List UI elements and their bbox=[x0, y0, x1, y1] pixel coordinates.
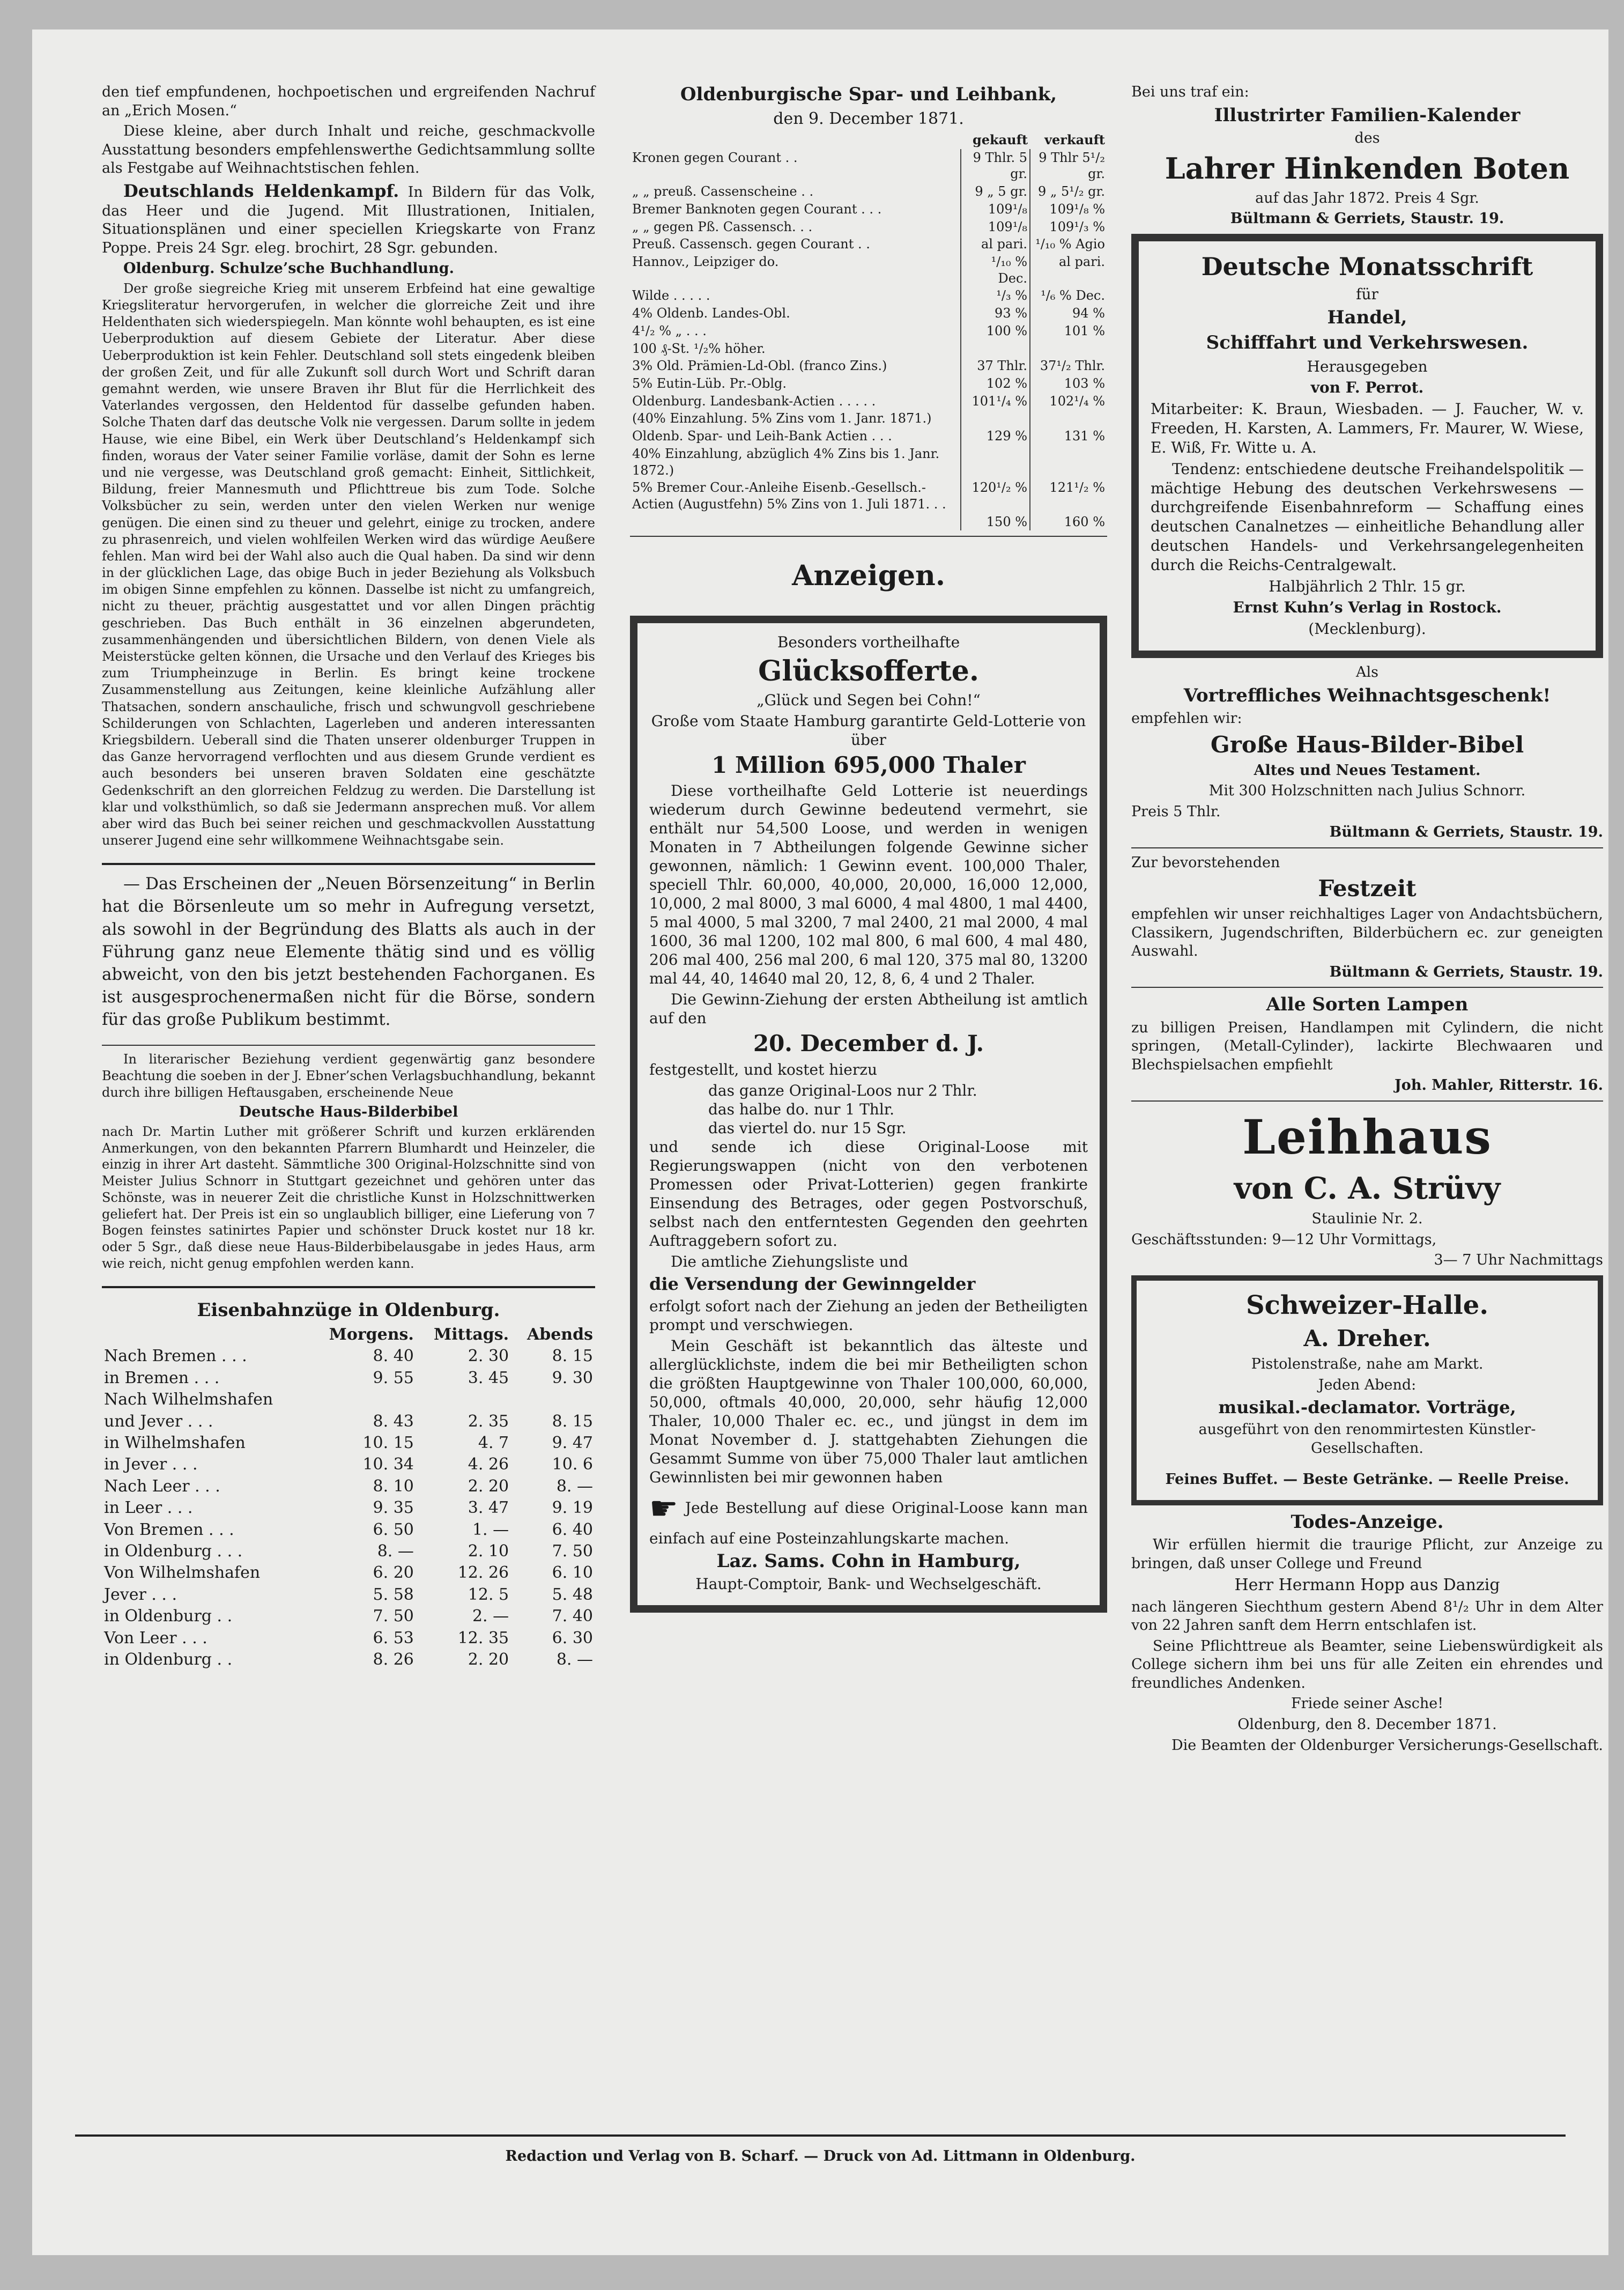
anzeigen-title: Anzeigen. bbox=[792, 559, 945, 593]
table-row bbox=[102, 1411, 595, 1432]
lottery-body-2: Die Gewinn-Ziehung der ersten Abtheilung ist amtlich auf den bbox=[649, 991, 1088, 1028]
table-cell: in Oldenburg . . . bbox=[104, 1541, 243, 1561]
table-row bbox=[630, 513, 1107, 531]
fest-text: empfehlen wir unser reichhaltiges Lager von Andachtsbüchern, Classikern, Jugendschriften, Bilderbüchern ec. zur geneigten Auswahl. bbox=[1131, 905, 1603, 960]
table-cell: „ „ gegen Pß. Cassensch. . . bbox=[632, 219, 813, 234]
table-cell bbox=[961, 410, 1030, 427]
lottery-body-6: erfolgt sofort nach der Ziehung an jeden der Betheiligten prompt und verschwiegen. bbox=[649, 1297, 1088, 1334]
table-cell: al pari. bbox=[961, 235, 1030, 253]
table-row bbox=[630, 201, 1107, 218]
table-cell: Mittags. bbox=[434, 1325, 509, 1345]
kalender-pre: Bei uns traf ein: bbox=[1131, 84, 1249, 100]
rail-title: Eisenbahnzüge in Oldenburg. bbox=[197, 1299, 500, 1321]
sh-addr: Pistolenstraße, nahe am Markt. bbox=[1251, 1356, 1484, 1372]
bank-title: Oldenburgische Spar- und Leihbank, bbox=[680, 84, 1057, 105]
lottery-prices bbox=[649, 1081, 1088, 1137]
table-cell: gekauft bbox=[972, 131, 1028, 147]
table-row bbox=[102, 1628, 595, 1649]
table-cell: Jever . . . bbox=[104, 1585, 177, 1604]
table-cell: 4. 7 bbox=[478, 1433, 509, 1452]
lottery-body-4: und sende ich diese Original-Loose mit Regierungswappen (nicht von den verbotenen Promessen oder Privat-Lotterien) gegen frankirte Einsendung des Betrages, oder gegen Postvorschuß, selbst nach den entferntesten Gegenden den geehrten Auftraggebern sofort zu. bbox=[649, 1137, 1088, 1250]
ms-handel: Handel, bbox=[1327, 306, 1407, 328]
sh-abend: Jeden Abend: bbox=[1318, 1376, 1417, 1393]
mahler: Joh. Mahler, Ritterstr. 16. bbox=[1395, 1077, 1603, 1094]
table-row bbox=[102, 1541, 595, 1562]
divider bbox=[1131, 987, 1603, 988]
table-cell: und Jever . . . bbox=[104, 1412, 213, 1431]
table-cell: Nach Leer . . . bbox=[104, 1476, 220, 1496]
ms-tendenz: Tendenz: entschiedene deutsche Freihandelspolitik — mächtige Hebung des deutschen Verkehrswesens — durchgreifende Eisenbahnreform — Schaffung eines deutschen Canalnetzes — einheitliche Behandlung aller deutschen Handels- und Verkehrsangelegenheiten durch die Reichs-Centralgewalt. bbox=[1151, 460, 1584, 574]
table-row bbox=[102, 1519, 595, 1541]
pointing-hand-icon: ☛ bbox=[649, 1489, 678, 1527]
table-cell bbox=[1030, 410, 1107, 427]
column-left bbox=[102, 83, 595, 1671]
table-row bbox=[630, 235, 1107, 253]
table-cell: 7. 50 bbox=[373, 1607, 414, 1626]
table-cell: in Bremen . . . bbox=[104, 1368, 220, 1387]
bibel-text: nach Dr. Martin Luther mit größerer Schrift und kurzen erklärenden Anmerkungen, von den bekannten Pfarrern Blumhardt und Heinzeler, die einzig in ihrer Art dasteht. Sämmtliche 300 Original-Holzschnitte sind von Meister Julius Schnorr in Stuttgart gezeichnet und gehören unter das Schönste, was in neuerer Zeit die christliche Kunst in Holzschnittwerken geliefert hat. Der Preis ist ein so unglaublich billiger, eine Lieferung von 7 Bogen feinstes satinirtes Papier und schönster Druck kostet nur 18 kr. oder 5 Sgr., daß diese neue Haus-Bilderbibelausgabe in jedes Haus, arm wie reich, nicht genug empfohlen werden kann. bbox=[102, 1124, 595, 1271]
table-cell: 6. 40 bbox=[552, 1520, 593, 1539]
essay-text: Der große siegreiche Krieg mit unserem Erbfeind hat eine gewaltige Kriegsliteratur hervorgerufen, in welcher die glorreiche Zeit und ihre Heldenthaten sich wiederspiegeln. Man könnte wohl behaupten, es ist eine Ueberproduktion auf diesem Gebiete der Literatur. Aber diese Ueberproduktion ist kein Fehler. Deutschland soll stets eingedenk bleiben der großen Zeit, und für alle Zukunft soll durch Wort und Schrift daran gemahnt werden, wie unsere Braven ihr Blut für die Herrlichkeit des Vaterlandes vergossen, den Heldentod für dasselbe gefunden haben. Solche Thaten darf das deutsche Volk nie vergessen. Darum sollte in jedem Hause, wie eine Bibel, ein Werk über Deutschland’s Heldenkampf sich finden, woraus der Vater seiner Familie vorläse, damit der Sohn es lerne und nie vergesse, was Deutschland groß gemacht: Einheit, Sittlichkeit, Bildung, freier Mannesmuth und Pflichttreue bis zum Tode. Solche Volksbücher zu sein, werden unter den vielen Werken nur wenige genügen. Die einen sind zu theuer und gelehrt, einige zu trocken, andere zu phrasenreich, und vielen wohlfeilen Werken wird das würdige Aeußere fehlen. Man wird bei der Wahl also auch die Qual haben. Da sind wir denn in der glücklichen Lage, das obige Buch in jeder Beziehung als Volksbuch im obigen Sinne empfehlen zu können. Dasselbe ist nicht zu umfangreich, nicht zu theuer, prächtig ausgestattet und vor allen Dingen prächtig geschrieben. Das Buch enthält in 36 einzelnen abgerundeten, zusammenhängenden und übersichtlichen Bildern, von denen Viele als Meisterstücke gelten können, die Ursache und den Verlauf des Krieges bis zum Triumpheinzuge in Berlin. Es bringt keine trockene Zusammenstellung aus Zeitungen, keine kleinliche Aufzählung aller Thatsachen, sondern anschauliche, frisch und schwungvoll geschriebene Schilderungen von Schlachten, Lagerleben und anderen interessanten Kriegsbildern. Ueberall sind die Thaten unserer oldenburger Truppen in das Ganze hervorragend verflochten und aus diesem Grunde verdient es auch besonders bei unseren braven Soldaten eine geschätzte Gedenkschrift an den glorreichen Feldzug zu werden. Die Darstellung ist klar und volksthümlich, so daß sie Jedermann ansprechen muß. Vor allem aber wird das Buch bei seiner reichen und geschmackvollen Ausstattung unserer Jugend eine sehr willkommene Weihnachtsgabe sein. bbox=[102, 280, 595, 848]
todes-4: Friede seiner Asche! bbox=[1291, 1695, 1444, 1712]
table-cell: 2. — bbox=[472, 1607, 509, 1626]
table-cell: in Oldenburg . . bbox=[104, 1607, 233, 1626]
lottery-body-8 bbox=[649, 1489, 1088, 1548]
fest-title: Festzeit bbox=[1318, 875, 1417, 902]
table-cell: 109¹/₃ % bbox=[1030, 218, 1107, 236]
table-cell: in Wilhelmshafen bbox=[104, 1433, 246, 1452]
lottery-body-5b: die Versendung der Gewinngelder bbox=[649, 1273, 976, 1294]
table-cell: 12. 26 bbox=[457, 1563, 509, 1583]
monatsschrift-ad bbox=[1131, 234, 1603, 658]
table-cell bbox=[630, 513, 961, 531]
table-cell: 101 % bbox=[1030, 322, 1107, 340]
price-line: das halbe do. nur 1 Thlr. bbox=[708, 1100, 894, 1118]
table-cell: 8. 15 bbox=[552, 1347, 593, 1366]
divider bbox=[102, 1286, 595, 1288]
table-cell: 3% Old. Prämien-Ld-Obl. (franco Zins.) bbox=[632, 358, 887, 374]
table-cell: 101¹/₄ % bbox=[961, 393, 1030, 410]
table-cell: 4¹/₂ % „ . . . bbox=[632, 323, 707, 338]
table-cell bbox=[511, 1389, 595, 1410]
table-row bbox=[630, 305, 1107, 322]
table-cell: 12. 5 bbox=[468, 1585, 509, 1604]
table-cell: 10. 6 bbox=[552, 1455, 593, 1474]
table-cell: 5% Bremer Cour.-Anleihe Eisenb.-Gesellsch.-Actien (Augustfehn) 5% Zins von 1. Juli 1871. . . bbox=[632, 480, 946, 512]
table-cell: 10. 34 bbox=[362, 1455, 414, 1474]
lottery-body-5: Die amtliche Ziehungsliste und bbox=[671, 1252, 908, 1270]
table-cell: 2. 20 bbox=[468, 1650, 509, 1669]
table-cell: 8. 43 bbox=[373, 1412, 414, 1431]
table-row bbox=[102, 1476, 595, 1497]
table-cell: al pari. bbox=[1030, 253, 1107, 287]
ms-von: von F. Perrot. bbox=[1310, 379, 1424, 397]
table-row bbox=[630, 218, 1107, 236]
staulinie: Staulinie Nr. 2. bbox=[1311, 1210, 1423, 1228]
ms-fuer: für bbox=[1356, 285, 1378, 303]
lottery-signature-2: Haupt-Comptoir, Bank- und Wechselgeschäft. bbox=[695, 1575, 1042, 1593]
table-row bbox=[102, 1389, 595, 1410]
lottery-pre: Besonders vortheilhafte bbox=[777, 633, 960, 651]
table-cell: 8. — bbox=[377, 1541, 414, 1561]
bank-table bbox=[630, 131, 1107, 531]
table-cell: 10. 15 bbox=[362, 1433, 414, 1452]
todes-6: Die Beamten der Oldenburger Versicherungs-Gesellschaft. bbox=[1171, 1737, 1603, 1754]
table-cell: 12. 35 bbox=[457, 1628, 509, 1648]
bibel-title: Deutsche Haus-Bilderbibel bbox=[239, 1103, 458, 1120]
table-cell: 120¹/₂ % bbox=[961, 479, 1030, 513]
ms-hrsg: Herausgegeben bbox=[1307, 357, 1428, 375]
kalender-year: auf das Jahr 1872. Preis 4 Sgr. bbox=[1255, 189, 1479, 206]
table-cell: ¹/₁₀ % Agio bbox=[1030, 235, 1107, 253]
lottery-title: Glücksofferte. bbox=[758, 654, 979, 688]
fest-pre: Zur bevorstehenden bbox=[1131, 854, 1280, 871]
table-cell: 6. 10 bbox=[552, 1563, 593, 1583]
ms-schiff: Schifffahrt und Verkehrswesen. bbox=[1206, 332, 1529, 354]
table-cell: 109¹/₈ bbox=[961, 218, 1030, 236]
testament: Altes und Neues Testament. bbox=[1254, 762, 1481, 779]
table-row bbox=[630, 479, 1107, 513]
bank-date: den 9. December 1871. bbox=[773, 109, 964, 128]
table-cell: 8. 15 bbox=[552, 1412, 593, 1431]
leihhaus-title: Leihhaus bbox=[1242, 1109, 1492, 1165]
todes-3: Seine Pflichttreue als Beamter, seine Liebenswürdigkeit als College sichern ihm bei uns für alle Zeiten ein ehrendes und freundliches Andenken. bbox=[1131, 1637, 1603, 1691]
kalender-des: des bbox=[1354, 130, 1380, 147]
table-cell bbox=[961, 445, 1030, 479]
empf: empfehlen wir: bbox=[1131, 710, 1242, 727]
table-row bbox=[102, 1584, 595, 1606]
table-cell: Nach Wilhelmshafen bbox=[104, 1390, 273, 1409]
column-middle bbox=[630, 83, 1107, 1618]
table-cell: 6. 20 bbox=[373, 1563, 414, 1583]
table-row bbox=[102, 1649, 595, 1671]
geschaeftsstunden-1: Geschäftsstunden: 9—12 Uhr Vormittags, bbox=[1131, 1231, 1437, 1248]
table-cell bbox=[961, 340, 1030, 358]
publisher-3: Bültmann & Gerriets, Staustr. 19. bbox=[1329, 963, 1603, 980]
table-cell: 8. 40 bbox=[373, 1347, 414, 1366]
schweizer-halle-ad bbox=[1131, 1275, 1603, 1505]
table-cell: 109¹/₈ bbox=[961, 201, 1030, 218]
table-cell: 109¹/₈ % bbox=[1030, 201, 1107, 218]
divider bbox=[1131, 1100, 1603, 1102]
table-row bbox=[630, 375, 1107, 393]
table-cell: 8. 26 bbox=[373, 1650, 414, 1669]
table-cell: 150 % bbox=[961, 513, 1030, 531]
table-row bbox=[102, 1606, 595, 1627]
price-line: das viertel do. nur 15 Sgr. bbox=[708, 1119, 907, 1137]
table-cell: Abends bbox=[526, 1325, 593, 1345]
table-cell: ¹/₃ % bbox=[961, 287, 1030, 305]
table-cell: 2. 35 bbox=[468, 1412, 509, 1431]
todes-title: Todes-Anzeige. bbox=[1291, 1511, 1444, 1533]
price-line: das ganze Original-Loos nur 2 Thlr. bbox=[708, 1081, 977, 1099]
table-cell: 1. — bbox=[472, 1520, 509, 1539]
table-cell: 2. 10 bbox=[468, 1541, 509, 1561]
table-cell: Wilde . . . . . bbox=[632, 288, 710, 304]
ms-ort: (Mecklenburg). bbox=[1308, 620, 1426, 638]
rail-header-row bbox=[102, 1324, 595, 1346]
table-cell: 4% Oldenb. Landes-Obl. bbox=[632, 306, 790, 321]
table-row bbox=[630, 287, 1107, 305]
sh-title: Schweizer-Halle. bbox=[1245, 1290, 1489, 1320]
table-cell: Nach Bremen . . . bbox=[104, 1347, 247, 1366]
table-cell: 4. 26 bbox=[468, 1455, 509, 1474]
table-cell: Kronen gegen Courant . . bbox=[632, 150, 798, 165]
lottery-body-8-text: Jede Bestellung auf diese Original-Loose kann man einfach auf eine Posteinzahlungskarte machen. bbox=[649, 1498, 1088, 1547]
bank-header-row bbox=[630, 131, 1107, 149]
kalender-title: Illustrirter Familien-Kalender bbox=[1214, 104, 1521, 126]
table-cell: 9 „ 5¹/₂ gr. bbox=[1030, 183, 1107, 201]
table-cell: 100 % bbox=[961, 322, 1030, 340]
table-cell bbox=[1030, 445, 1107, 479]
table-cell: 8. — bbox=[556, 1650, 593, 1669]
table-cell: 102¹/₄ % bbox=[1030, 393, 1107, 410]
table-cell: 131 % bbox=[1030, 427, 1107, 445]
table-row bbox=[102, 1454, 595, 1475]
table-cell: 9. 55 bbox=[373, 1368, 414, 1387]
geschenk-title: Vortreffliches Weihnachtsgeschenk! bbox=[1183, 684, 1551, 706]
table-cell: Oldenb. Spar- und Leih-Bank Actien . . . bbox=[632, 429, 892, 444]
table-row bbox=[630, 410, 1107, 427]
table-cell: 160 % bbox=[1030, 513, 1107, 531]
kalender-name: Lahrer Hinkenden Boten bbox=[1165, 151, 1570, 186]
sh-ausg: ausgeführt von den renommirtesten Künstler-Gesellschaften. bbox=[1198, 1421, 1536, 1457]
table-cell: 9. 30 bbox=[552, 1368, 593, 1387]
table-row bbox=[102, 1562, 595, 1584]
table-cell: 5. 48 bbox=[552, 1585, 593, 1604]
sh-name: A. Dreher. bbox=[1303, 1325, 1431, 1352]
table-cell: 3. 47 bbox=[468, 1498, 509, 1518]
table-cell: 5% Eutin-Lüb. Pr.-Oblg. bbox=[632, 375, 787, 391]
table-cell: 7. 50 bbox=[552, 1541, 593, 1561]
table-cell: 37 Thlr. bbox=[961, 357, 1030, 375]
table-cell: 103 % bbox=[1030, 375, 1107, 393]
table-cell: 6. 53 bbox=[373, 1628, 414, 1648]
lampen-title: Alle Sorten Lampen bbox=[1266, 994, 1469, 1016]
table-row bbox=[630, 357, 1107, 375]
table-row bbox=[102, 1497, 595, 1519]
table-cell: 102 % bbox=[961, 375, 1030, 393]
shop-line: Oldenburg. Schulze’sche Buchhandlung. bbox=[123, 260, 455, 277]
todes-2: nach längeren Siechthum gestern Abend 8¹/₂ Uhr in dem Alter von 22 Jahren sanft dem Herrn entschlafen ist. bbox=[1131, 1598, 1603, 1634]
table-row bbox=[102, 1368, 595, 1389]
table-cell: 6. 30 bbox=[552, 1628, 593, 1648]
lottery-ad bbox=[630, 616, 1107, 1613]
table-cell: Hannov., Leipziger do. bbox=[632, 254, 779, 269]
bilderbibel-title: Große Haus-Bilder-Bibel bbox=[1210, 731, 1524, 758]
table-cell: 2. 20 bbox=[468, 1476, 509, 1496]
table-cell: 121¹/₂ % bbox=[1030, 479, 1107, 513]
heldenkampf-title: Deutschlands Heldenkampf. bbox=[123, 180, 399, 201]
table-row bbox=[630, 340, 1107, 358]
divider bbox=[102, 1045, 595, 1046]
heldenkampf-text: In Bildern für das Volk, das Heer und die Jugend. Mit Illustrationen, Initialen, Situationsplänen und einer speciellen Kriegskarte von Franz Poppe. Preis 24 Sgr. eleg. brochirt, 28 Sgr. gebunden. bbox=[102, 183, 596, 256]
column-right bbox=[1131, 83, 1603, 1757]
lottery-line: Große vom Staate Hamburg garantirte Geld-Lotterie von über bbox=[651, 712, 1086, 749]
table-cell: 37¹/₂ Thlr. bbox=[1030, 357, 1107, 375]
lottery-signature: Laz. Sams. Cohn in Hamburg, bbox=[716, 1550, 1021, 1572]
table-cell bbox=[1030, 340, 1107, 358]
table-cell: (40% Einzahlung. 5% Zins vom 1. Janr. 1871.) bbox=[632, 411, 932, 426]
table-cell: verkauft bbox=[1044, 131, 1105, 147]
ms-preis: Halbjährlich 2 Thlr. 15 gr. bbox=[1269, 577, 1466, 595]
table-row bbox=[102, 1432, 595, 1454]
table-row bbox=[102, 1346, 595, 1367]
divider bbox=[1131, 847, 1603, 848]
ms-verlag: Ernst Kuhn’s Verlag in Rostock. bbox=[1233, 599, 1502, 617]
table-cell: 9. 19 bbox=[552, 1498, 593, 1518]
table-cell: 3. 45 bbox=[468, 1368, 509, 1387]
lottery-amount: 1 Million 695,000 Thaler bbox=[711, 751, 1026, 778]
table-cell: ¹/₆ % Dec. bbox=[1030, 287, 1107, 305]
intro-text-2: Diese kleine, aber durch Inhalt und reiche, geschmackvolle Ausstattung besonders empfehlenswerthe Gedichtsammlung sollte als Festgabe auf Weihnachtstischen fehlen. bbox=[102, 123, 595, 177]
table-row bbox=[630, 253, 1107, 287]
table-cell: Morgens. bbox=[329, 1325, 414, 1345]
table-cell: 9. 47 bbox=[552, 1433, 593, 1452]
table-cell: 5. 58 bbox=[373, 1585, 414, 1604]
rail-table bbox=[102, 1324, 595, 1671]
table-cell: in Leer . . . bbox=[104, 1498, 193, 1518]
table-row bbox=[630, 149, 1107, 183]
table-row bbox=[630, 393, 1107, 410]
holzschnitte: Mit 300 Holzschnitten nach Julius Schnorr. bbox=[1208, 782, 1526, 800]
divider bbox=[102, 863, 595, 865]
lottery-motto: „Glück und Segen bei Cohn!“ bbox=[757, 691, 981, 709]
lottery-date: 20. December d. J. bbox=[753, 1030, 984, 1057]
ms-title: Deutsche Monatsschrift bbox=[1201, 252, 1533, 281]
table-cell bbox=[309, 1389, 416, 1410]
sh-buffet: Feines Buffet. — Beste Getränke. — Reelle Preise. bbox=[1165, 1471, 1569, 1488]
footer-rule bbox=[75, 2134, 1566, 2137]
table-cell: 40% Einzahlung, abzüglich 4% Zins bis 1. Janr. 1872.) bbox=[632, 446, 940, 478]
lottery-body-3: festgestellt, und kostet hierzu bbox=[649, 1060, 877, 1078]
table-row bbox=[630, 445, 1107, 479]
table-cell: Oldenburg. Landesbank-Actien . . . . . bbox=[632, 393, 876, 409]
table-cell bbox=[416, 1389, 511, 1410]
table-cell: in Oldenburg . . bbox=[104, 1650, 233, 1669]
table-cell: in Jever . . . bbox=[104, 1455, 198, 1474]
todes-name: Herr Hermann Hopp aus Danzig bbox=[1234, 1576, 1500, 1595]
table-cell: 93 % bbox=[961, 305, 1030, 322]
intro-text: den tief empfundenen, hochpoetischen und ergreifenden Nachruf an „Erich Mosen.“ bbox=[102, 84, 595, 119]
table-cell: 9 Thlr 5¹/₂ gr. bbox=[1030, 149, 1107, 183]
table-cell: 94 % bbox=[1030, 305, 1107, 322]
footer-imprint: Redaction und Verlag von B. Scharf. — Druck von Ad. Littmann in Oldenburg. bbox=[505, 2148, 1136, 2165]
struevy: von C. A. Strüvy bbox=[1234, 1170, 1501, 1206]
ms-mit: Mitarbeiter: K. Braun, Wiesbaden. — J. Faucher, W. v. Freeden, H. Karsten, A. Lammers, Fr. Maurer, W. Wiese, E. Wiß, Fr. Witte u. A. bbox=[1151, 400, 1584, 456]
table-cell: Von Leer . . . bbox=[104, 1628, 207, 1648]
divider bbox=[630, 536, 1107, 537]
table-row bbox=[630, 427, 1107, 445]
table-cell: 8. — bbox=[556, 1476, 593, 1496]
todes-1: Wir erfüllen hiermit die traurige Pflicht, zur Anzeige zu bringen, daß unser College und Freund bbox=[1131, 1536, 1603, 1572]
table-cell: 129 % bbox=[961, 427, 1030, 445]
newspaper-page bbox=[32, 29, 1608, 2255]
table-cell: 100 ₰-St. ¹/₂% höher. bbox=[632, 341, 766, 356]
table-row bbox=[630, 322, 1107, 340]
lottery-body-7: Mein Geschäft ist bekanntlich das älteste und allerglücklichste, indem die bei mir Betheiligten schon die größten Hauptgewinne von Thaler 100,000, 60,000, 50,000, oftmals 40,000, 20,000, sehr häufig 12,000 Thaler, 10,000 Thaler ec. ec., und jüngst in dem im Monat November d. J. stattgehabten Ziehungen die Gesammt Summe von über 75,000 Thaler laut amtlichen Gewinnlisten bei mir gewonnen haben bbox=[649, 1336, 1088, 1486]
table-cell bbox=[102, 1324, 309, 1346]
als: Als bbox=[1356, 664, 1378, 681]
lampen-text: zu billigen Preisen, Handlampen mit Cylindern, die nicht springen, (Metall-Cylinder), lackirte Blechwaaren und Blechspielsachen empfiehlt bbox=[1131, 1019, 1603, 1073]
table-cell: Preuß. Cassensch. gegen Courant . . bbox=[632, 237, 870, 252]
table-cell: 8. 10 bbox=[373, 1476, 414, 1496]
table-cell: 9 „ 5 gr. bbox=[961, 183, 1030, 201]
lottery-body-1: Diese vortheilhafte Geld Lotterie ist neuerdings wiederum durch Gewinne bedeutend vermehrt, sie enthält nur 54,500 Loose, und werden in wenigen Monaten in 7 Abtheilungen folgende Gewinne sicher gewonnen, nämlich: 1 Gewinn event. 100,000 Thaler, speciell Thlr. 60,000, 40,000, 20,000, 16,000 12,000, 10,000, 2 mal 8000, 3 mal 6000, 4 mal 4800, 1 mal 4400, 5 mal 4000, 5 mal 3200, 7 mal 2400, 21 mal 2000, 4 mal 1600, 36 mal 1200, 102 mal 800, 6 mal 600, 4 mal 480, 206 mal 400, 256 mal 200, 6 mal 120, 375 mal 80, 13200 mal 44, 40, 14640 mal 20, 12, 8, 6, 4 und 2 Thaler. bbox=[649, 782, 1088, 988]
table-cell: 2. 30 bbox=[468, 1347, 509, 1366]
table-cell: Bremer Banknoten gegen Courant . . . bbox=[632, 201, 882, 217]
todes-5: Oldenburg, den 8. December 1871. bbox=[1237, 1716, 1497, 1733]
bibel-intro: In literarischer Beziehung verdient gegenwärtig ganz besondere Beachtung die soeben in der J. Ebner’schen Verlagsbuchhandlung, bekannt durch ihre billigen Heftausgaben, erscheinende Neue bbox=[102, 1052, 595, 1100]
table-cell: „ „ preuß. Cassenscheine . . bbox=[632, 184, 814, 200]
geschaeftsstunden-2: 3— 7 Uhr Nachmittags bbox=[1434, 1252, 1603, 1269]
boerse-text: — Das Erscheinen der „Neuen Börsenzeitung“ in Berlin hat die Börsenleute um so mehr in Aufregung versetzt, als sowohl in der Begründung des Blatts als auch in der Führung ganz neue Elemente thätig sind und es völlig abweicht, von den bis jetzt bestehenden Fachorganen. Es ist ausgesprochenermaßen nicht für die Börse, sondern für das große Publikum bestimmt. bbox=[102, 874, 595, 1030]
sh-vortraege: musikal.-declamator. Vorträge, bbox=[1218, 1397, 1516, 1418]
table-cell: 9. 35 bbox=[373, 1498, 414, 1518]
table-row bbox=[630, 183, 1107, 201]
kalender-publisher: Bültmann & Gerriets, Staustr. 19. bbox=[1230, 210, 1504, 227]
table-cell: 7. 40 bbox=[552, 1607, 593, 1626]
table-cell: ¹/₁₀ % Dec. bbox=[961, 253, 1030, 287]
table-cell bbox=[630, 131, 961, 149]
table-cell: Von Bremen . . . bbox=[104, 1520, 234, 1539]
bibel-preis: Preis 5 Thlr. bbox=[1131, 803, 1221, 820]
table-cell: 6. 50 bbox=[373, 1520, 414, 1539]
publisher-2: Bültmann & Gerriets, Staustr. 19. bbox=[1329, 824, 1603, 841]
table-cell: Von Wilhelmshafen bbox=[104, 1563, 261, 1583]
table-cell: 9 Thlr. 5 gr. bbox=[961, 149, 1030, 183]
